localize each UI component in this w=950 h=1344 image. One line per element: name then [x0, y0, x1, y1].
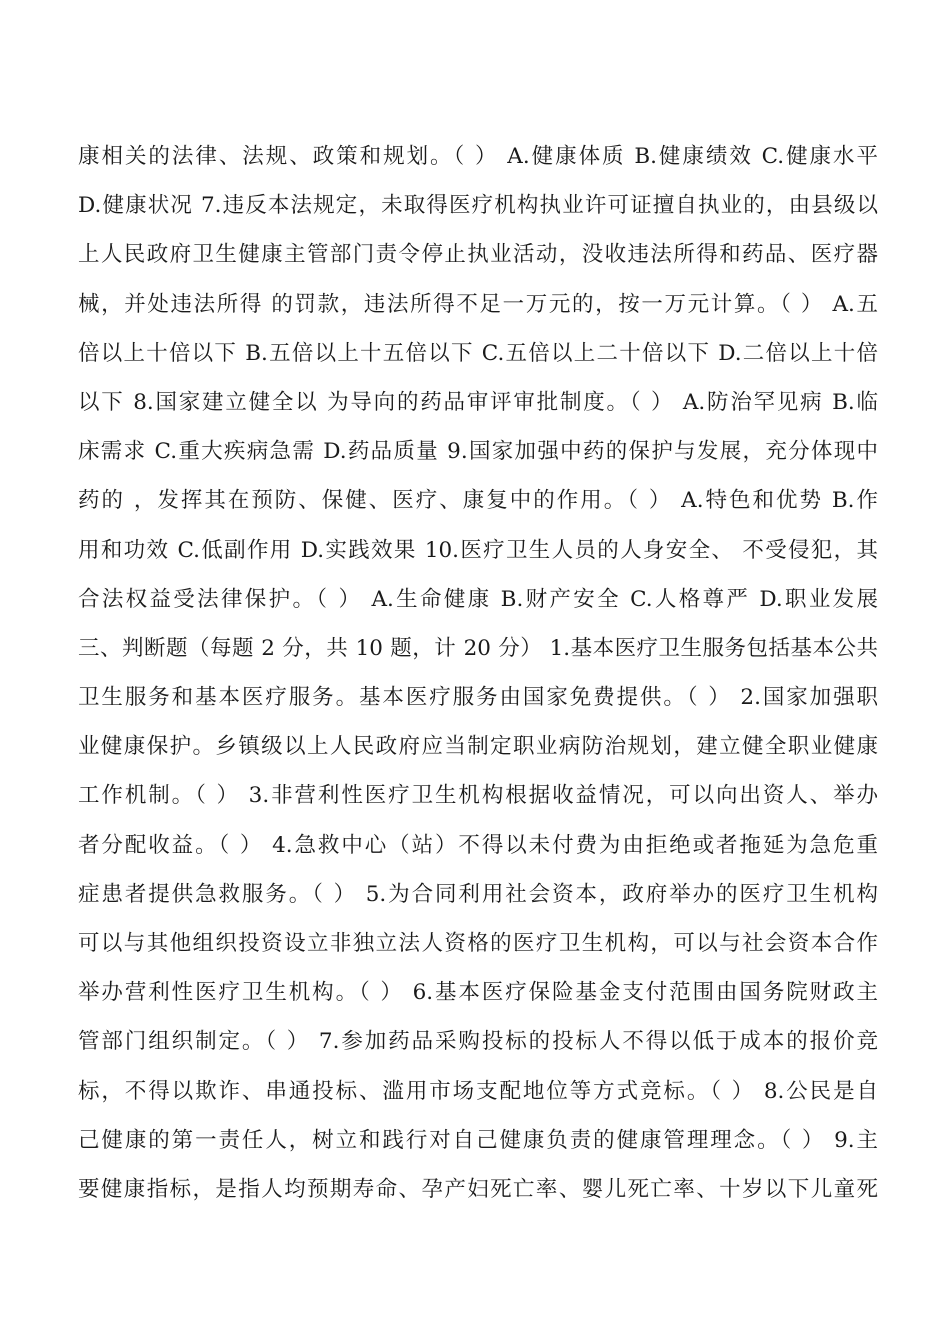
text-line: 合法权益受法律保护。（ ） A.生命健康 B.财产安全 C.人格尊严 D.职业发展: [78, 586, 878, 612]
text-line: 管部门组织制定。（ ） 7.参加药品采购投标的投标人不得以低于成本的报价竞: [78, 1029, 878, 1055]
text-line: 以下 8.国家建立健全以 为导向的药品审评审批制度。（ ） A.防治罕见病 B.临: [78, 389, 878, 415]
text-line: 者分配收益。（ ） 4.急救中心（站）不得以未付费为由拒绝或者拖延为急危重: [78, 832, 878, 858]
section-heading-line: 三、判断题（每题 2 分，共 10 题，计 20 分） 1.基本医疗卫生服务包括基本公共: [78, 635, 878, 661]
text-line: 工作机制。（ ） 3.非营利性医疗卫生机构根据收益情况，可以向出资人、举办: [78, 783, 878, 809]
text-line: D.健康状况 7.违反本法规定，未取得医疗机构执业许可证擅自执业的，由县级以: [78, 193, 878, 219]
text-line: 上人民政府卫生健康主管部门责令停止执业活动，没收违法所得和药品、医疗器: [78, 242, 878, 268]
body-text: [78, 132, 878, 1214]
text-line: 药的 ，发挥其在预防、保健、医疗、康复中的作用。（ ） A.特色和优势 B.作: [78, 488, 878, 514]
text-line: 症患者提供急救服务。（ ） 5.为合同利用社会资本，政府举办的医疗卫生机构: [78, 881, 878, 907]
text-line: 卫生服务和基本医疗服务。基本医疗服务由国家免费提供。（ ） 2.国家加强职: [78, 685, 878, 711]
text-line: 倍以上十倍以下 B.五倍以上十五倍以下 C.五倍以上二十倍以下 D.二倍以上十倍: [78, 340, 878, 366]
text-line: 业健康保护。乡镇级以上人民政府应当制定职业病防治规划，建立健全职业健康: [78, 734, 878, 760]
text-line: 标，不得以欺诈、串通投标、滥用市场支配地位等方式竞标。（ ） 8.公民是自: [78, 1078, 878, 1104]
text-line: 己健康的第一责任人，树立和践行对自己健康负责的健康管理理念。（ ） 9.主: [78, 1127, 878, 1153]
text-line: 械，并处违法所得 的罚款，违法所得不足一万元的，按一万元计算。（ ） A.五: [78, 291, 878, 317]
text-line: 康相关的法律、法规、政策和规划。（ ） A.健康体质 B.健康绩效 C.健康水平: [78, 144, 878, 169]
text-line: 床需求 C.重大疾病急需 D.药品质量 9.国家加强中药的保护与发展，充分体现中: [78, 439, 878, 465]
text-line: 举办营利性医疗卫生机构。（ ） 6.基本医疗保险基金支付范围由国务院财政主: [78, 980, 878, 1006]
text-line: 可以与其他组织投资设立非独立法人资格的医疗卫生机构，可以与社会资本合作: [78, 931, 878, 956]
text-line: 要健康指标，是指人均预期寿命、孕产妇死亡率、婴儿死亡率、十岁以下儿童死: [78, 1176, 878, 1202]
text-line: 用和功效 C.低副作用 D.实践效果 10.医疗卫生人员的人身安全、 不受侵犯，其: [78, 537, 878, 563]
